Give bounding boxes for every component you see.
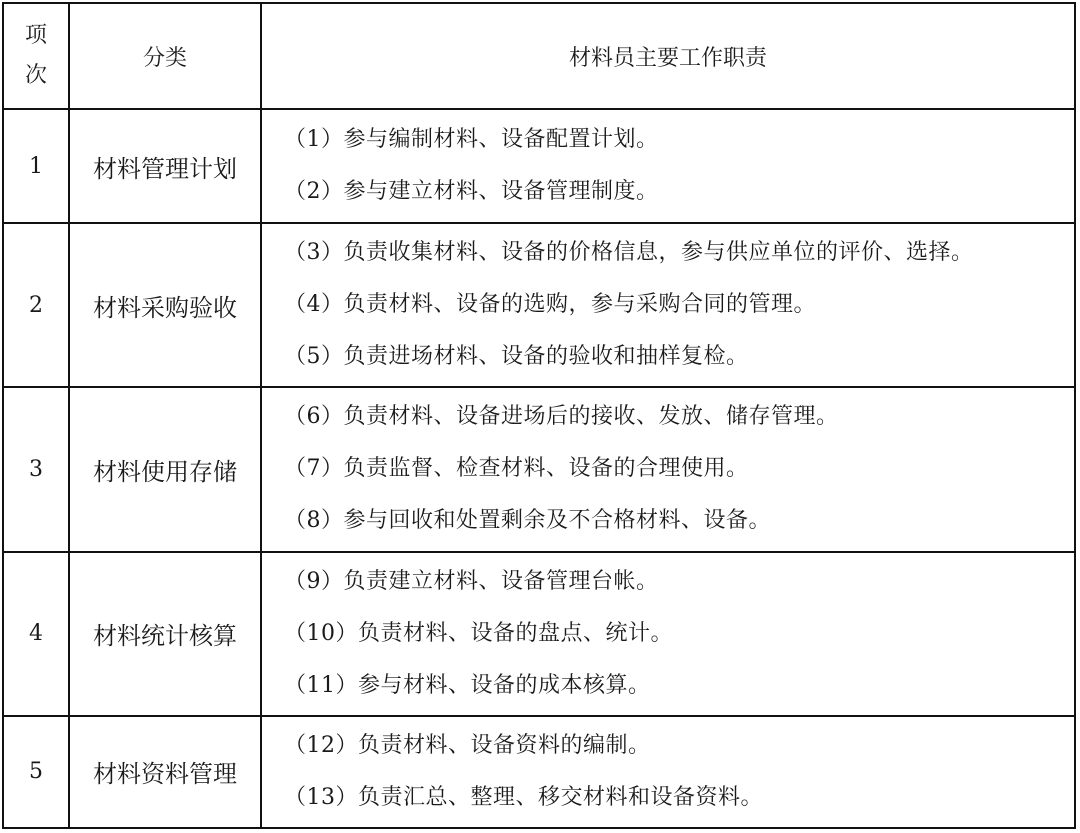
row-number: 5 — [3, 716, 69, 828]
table-row — [3, 716, 1075, 828]
duty-item: （7）负责监督、检查材料、设备的合理使用。 — [284, 456, 749, 482]
row-category: 材料管理计划 — [69, 109, 261, 223]
duty-item: （13）负责汇总、整理、移交材料和设备资料。 — [284, 784, 763, 810]
row-category: 材料使用存储 — [69, 387, 261, 551]
table-row — [3, 223, 1075, 387]
row-number: 1 — [3, 109, 69, 223]
duty-item: （5）负责进场材料、设备的验收和抽样复检。 — [284, 344, 749, 370]
duty-item: （11）参与材料、设备的成本核算。 — [284, 672, 651, 698]
duty-item: （10）负责材料、设备的盘点、统计。 — [284, 620, 673, 646]
duties-table — [2, 2, 1076, 829]
table-row — [3, 109, 1075, 223]
row-number: 3 — [3, 387, 69, 551]
duty-item: （8）参与回收和处置剩余及不合格材料、设备。 — [284, 508, 771, 534]
duty-item: （6）负责材料、设备进场后的接收、发放、储存管理。 — [284, 404, 839, 430]
duty-item: （1）参与编制材料、设备配置计划。 — [284, 127, 659, 153]
duty-item: （12）负责材料、设备资料的编制。 — [284, 732, 651, 758]
row-number: 4 — [3, 552, 69, 716]
row-category: 材料资料管理 — [69, 716, 261, 828]
row-category: 材料采购验收 — [69, 223, 261, 387]
table-header-row — [3, 3, 1075, 109]
duty-item: （2）参与建立材料、设备管理制度。 — [284, 179, 659, 205]
table-row — [3, 387, 1075, 551]
row-duties — [261, 552, 1075, 716]
duty-item: （3）负责收集材料、设备的价格信息，参与供应单位的评价、选择。 — [284, 240, 974, 266]
table-row — [3, 552, 1075, 716]
header-duties: 材料员主要工作职责 — [261, 3, 1075, 109]
duty-item: （4）负责材料、设备的选购，参与采购合同的管理。 — [284, 292, 816, 318]
row-duties — [261, 387, 1075, 551]
row-category: 材料统计核算 — [69, 552, 261, 716]
duty-item: （9）负责建立材料、设备管理台帐。 — [284, 568, 659, 594]
header-number: 项次 — [3, 3, 69, 109]
row-duties — [261, 109, 1075, 223]
row-duties — [261, 223, 1075, 387]
row-duties — [261, 716, 1075, 828]
row-number: 2 — [3, 223, 69, 387]
header-category: 分类 — [69, 3, 261, 109]
